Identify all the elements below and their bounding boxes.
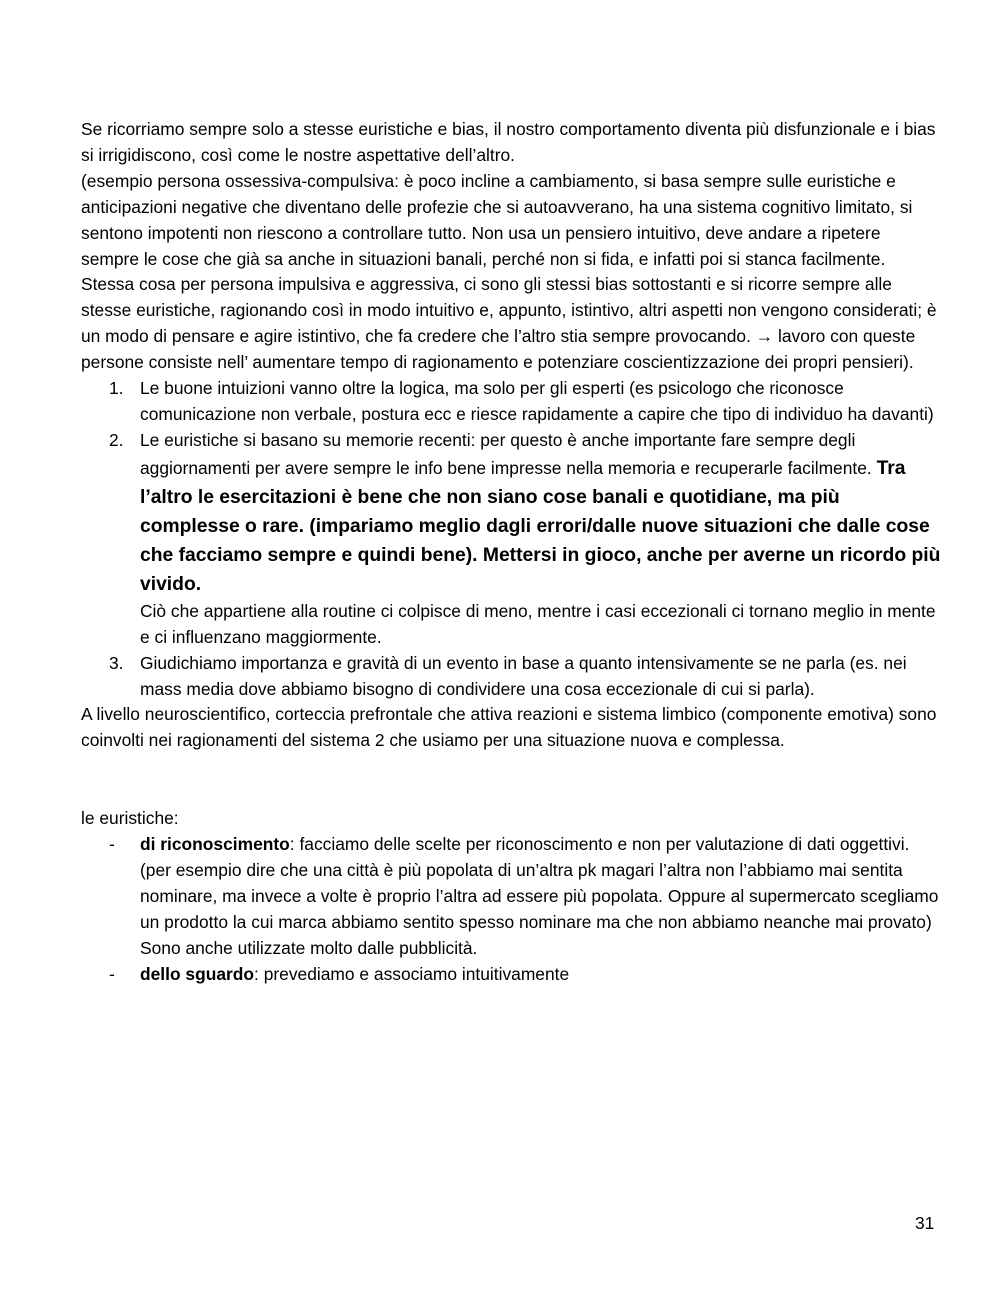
list-marker: - [109, 834, 115, 855]
numbered-list [81, 376, 941, 702]
list-item [81, 376, 941, 428]
list-marker: 3. [109, 652, 124, 673]
heuristic-term: dello sguardo [140, 963, 255, 984]
blank-line [81, 754, 941, 806]
heuristic-description: : prevediamo e associamo intuitivamente [254, 963, 570, 984]
document-body [81, 117, 941, 988]
paragraph-neuroscience: A livello neuroscientifico, corteccia prefrontale che attiva reazioni e sistema limbico (componente emotiva) sono coinvolti nei ragionamenti del sistema 2 che usiamo per una situazione nuova e complessa. [81, 704, 937, 751]
list-item-text: Le euristiche si basano su memorie recenti: per questo è anche importante fare sempre degli aggiornamenti per avere sempre le info bene impresse nella memoria e recuperarle facilmente. [140, 429, 877, 478]
list-item-followup: Ciò che appartiene alla routine ci colpisce di meno, mentre i casi eccezionali ci tornano meglio in mente e ci influenzano maggiormente. [140, 600, 936, 647]
paragraph-intro: Se ricorriamo sempre solo a stesse euristiche e bias, il nostro comportamento diventa più disfunzionale e i bias si irrigidiscono, così come le nostre aspettative dell’altro. [81, 119, 936, 165]
list-item [81, 832, 941, 962]
page-number: 31 [915, 1213, 935, 1233]
heuristic-followup: Sono anche utilizzate molto dalle pubblicità. [140, 937, 478, 958]
list-marker: 2. [109, 429, 124, 450]
paragraph-example-ocd: (esempio persona ossessiva-compulsiva: è poco incline a cambiamento, si basa sempre sulle euristiche e anticipazioni negative che diventano delle profezie che si autoavverano, ha una sistema cognitivo limitato, si sentono impotenti non riescono a controllare tutto. Non usa un pensiero intuitivo, deve andare a ripetere sempre le cose che già sa anche in situazioni banali, perché non si fida, e infatti poi si stanca facilmente. [81, 170, 913, 269]
list-marker: - [109, 963, 115, 984]
heuristic-description: : facciamo delle scelte per riconoscimento e non per valutazione di dati oggettivi. (per esempio dire che una città è più popolata di un’altra pk magari l’altra non l’abbiamo mai sentita nominare, ma invece a volte è proprio l’altra ad essere più popolata. Oppure al supermercato scegliamo un prodotto la cui marca abbiamo sentito spesso nominare ma che non abbiamo neanche mai provato) [140, 834, 939, 932]
heuristics-list [81, 832, 941, 987]
list-item-bold-text: Tra l’altro le esercitazioni è bene che non siano cose banali e quotidiane, ma più complesse o rare. (impariamo meglio dagli errori/dalle nuove situazioni che dalle cose che facciamo sempre e quindi bene). Mettersi in gioco, anche per averne un ricordo più vivido. [140, 457, 941, 595]
list-item-text: Le buone intuizioni vanno oltre la logica, ma solo per gli esperti (es psicologo che riconosce comunicazione non verbale, postura ecc e riesce rapidamente a capire che tipo di individuo ha davanti) [140, 378, 934, 424]
paragraph-impulsive: Stessa cosa per persona impulsiva e aggressiva, ci sono gli stessi bias sottostanti e si ricorre sempre alle stesse euristiche, ragionando così in modo intuitivo e, appunto, istintivo, altri aspetti non vengono considerati; è un modo di pensare e agire istintivo, che fa credere che l’altro stia sempre provocando. → lavoro con queste persone consiste nell’ aumentare tempo di ragionamento e potenziare coscientizzazione dei propri pensieri). [81, 274, 937, 373]
list-item [81, 651, 941, 703]
heuristics-heading: le euristiche: [81, 808, 179, 829]
list-item [81, 962, 941, 988]
list-item-text: Giudichiamo importanza e gravità di un evento in base a quanto intensivamente se ne parla (es. nei mass media dove abbiamo bisogno di condividere una cosa eccezionale di cui si parla). [140, 652, 907, 699]
heuristic-term: di riconoscimento [140, 834, 290, 855]
list-marker: 1. [109, 378, 124, 399]
list-item [81, 428, 941, 651]
